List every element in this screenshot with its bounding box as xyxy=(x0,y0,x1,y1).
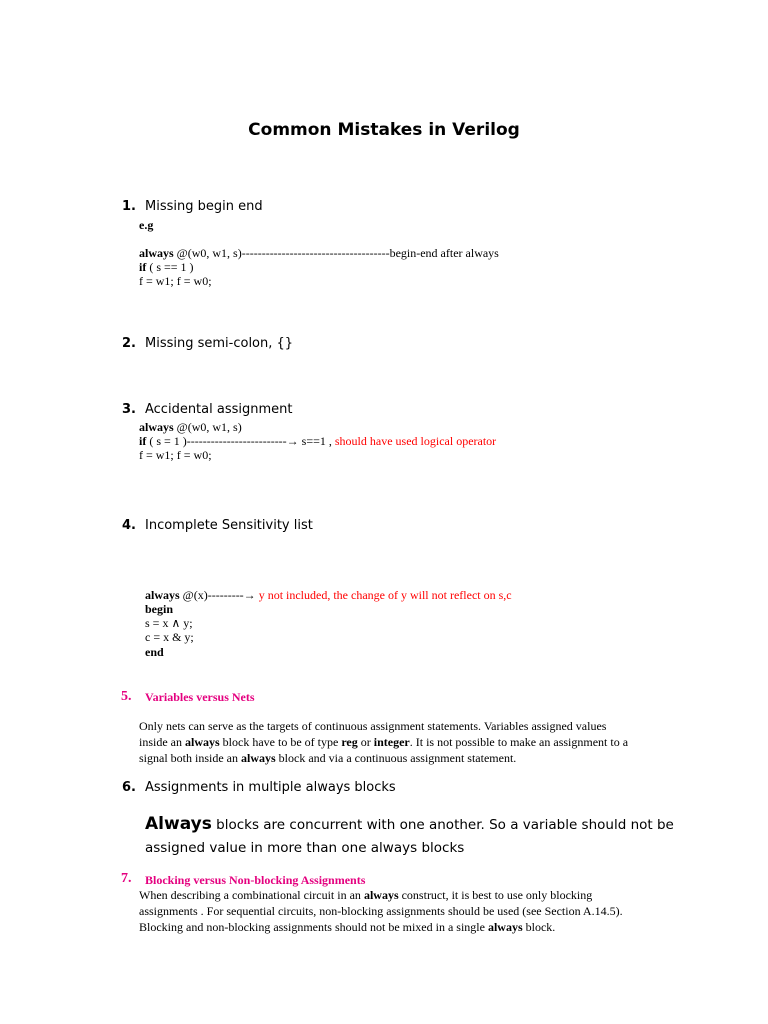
section-3-heading: Accidental assignment xyxy=(145,402,293,417)
section-7-heading: Blocking versus Non-blocking Assignments xyxy=(145,873,366,887)
section-4-heading: Incomplete Sensitivity list xyxy=(145,518,313,533)
section-1-eg: e.g xyxy=(139,218,154,232)
section-3-code-line-3: f = w1; f = w0; xyxy=(139,448,212,462)
section-6-paragraph-line-2: assigned value in more than one always blocks xyxy=(145,840,465,856)
section-5-heading: Variables versus Nets xyxy=(145,690,255,704)
section-4-code-line-5: end xyxy=(145,645,164,659)
section-5-paragraph-line-1: Only nets can serve as the targets of continuous assignment statements. Variables assigned values xyxy=(139,719,607,733)
section-7-paragraph-line-2: assignments . For sequential circuits, non-blocking assignments should be used (see Section A.14.5). xyxy=(139,904,623,918)
section-1-code-line-3: f = w1; f = w0; xyxy=(139,274,212,288)
section-4-note: y not included, the change of y will not reflect on s,c xyxy=(258,588,512,602)
section-3-number: 3. xyxy=(122,402,136,417)
section-7-paragraph-line-3: Blocking and non-blocking assignments should not be mixed in a single always block. xyxy=(139,920,556,934)
section-4-code-line-2: begin xyxy=(145,602,174,616)
section-6-number: 6. xyxy=(122,780,136,795)
page-title: Common Mistakes in Verilog xyxy=(248,120,520,140)
section-3-code-line-2: if ( s = 1 )-------------------------→ s==1 , should have used logical operator xyxy=(139,434,497,448)
section-1-number: 1. xyxy=(122,199,136,214)
section-3-code-line-1: always @(w0, w1, s) xyxy=(139,420,242,434)
section-5-number: 5. xyxy=(121,689,132,704)
section-1-heading: Missing begin end xyxy=(145,199,263,214)
section-4-code-line-1: always @(x)---------→ y not included, the change of y will not reflect on s,c xyxy=(145,588,512,602)
section-4-number: 4. xyxy=(122,518,136,533)
section-6-paragraph-line-1: Always blocks are concurrent with one another. So a variable should not be xyxy=(145,814,674,834)
section-6-heading: Assignments in multiple always blocks xyxy=(145,780,396,795)
section-1-code-line-2: if ( s == 1 ) xyxy=(139,260,194,274)
section-4-code-line-3: s = x ∧ y; xyxy=(145,616,193,630)
section-2-heading: Missing semi-colon, {} xyxy=(145,336,294,351)
section-7-paragraph-line-1: When describing a combinational circuit in an always construct, it is best to use only blocking xyxy=(139,888,593,902)
section-5-paragraph-line-2: inside an always block have to be of type reg or integer. It is not possible to make an assignment to a xyxy=(139,735,629,749)
section-4-code-line-4: c = x & y; xyxy=(145,630,194,644)
section-7-number: 7. xyxy=(121,871,132,886)
section-2-number: 2. xyxy=(122,336,136,351)
section-3-note: should have used logical operator xyxy=(334,434,497,448)
section-1-code-line-1: always @(w0, w1, s)-------------------------------------begin-end after always xyxy=(139,246,499,260)
section-5-paragraph-line-3: signal both inside an always block and via a continuous assignment statement. xyxy=(139,751,517,765)
